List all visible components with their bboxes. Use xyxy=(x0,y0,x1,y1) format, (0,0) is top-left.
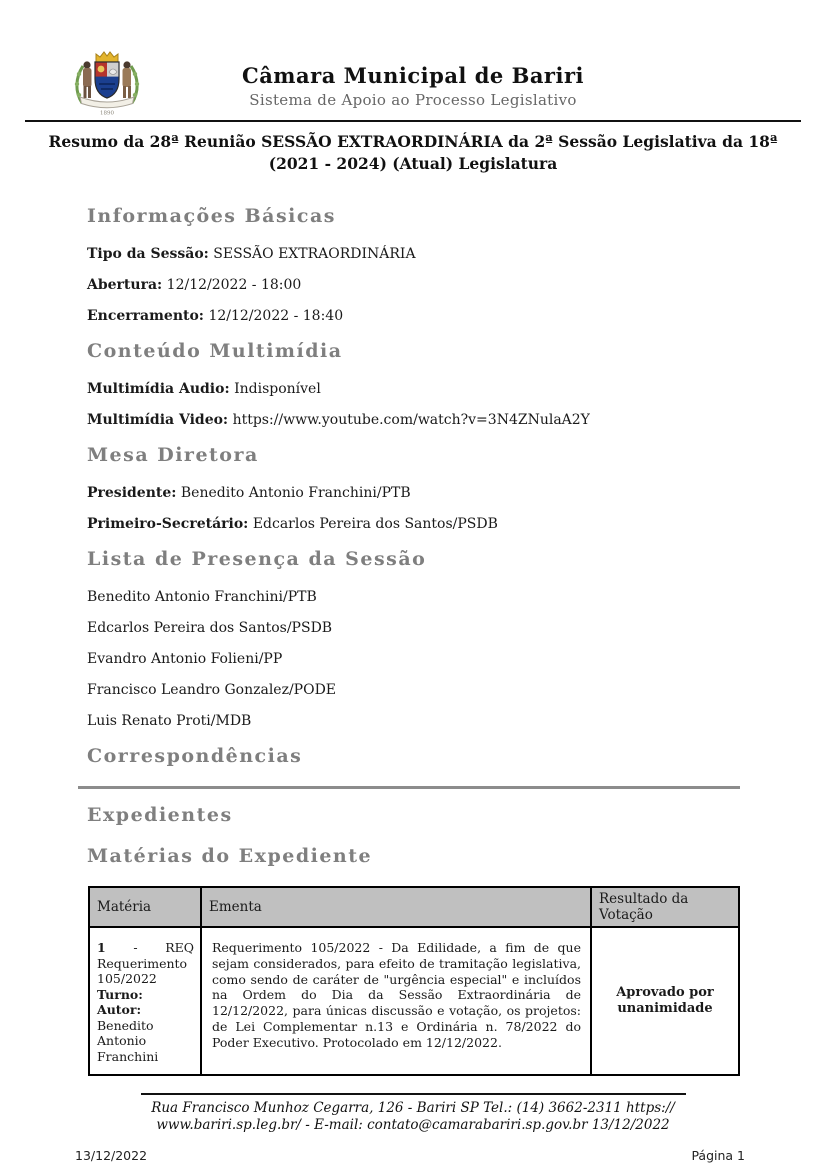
materia-turno xyxy=(97,987,194,1003)
turno-label: Turno: xyxy=(97,986,143,1002)
field-value: Benedito Antonio Franchini/PTB xyxy=(180,485,411,501)
field-label: Primeiro-Secretário: xyxy=(87,516,249,532)
field-label: Encerramento: xyxy=(87,308,204,324)
header-titles xyxy=(0,63,826,109)
video-url: https://www.youtube.com/watch?v=3N4ZNulaA2Y xyxy=(232,412,590,428)
header-divider xyxy=(25,120,801,122)
section-heading-lista-presenca: Lista de Presença da Sessão xyxy=(87,548,427,570)
field-multimidia-video xyxy=(87,412,740,429)
page-title-line2: (2021 - 2024) (Atual) Legislatura xyxy=(268,154,558,173)
section-heading-mesa-diretora: Mesa Diretora xyxy=(87,444,259,466)
field-value: 12/12/2022 - 18:00 xyxy=(166,277,302,293)
materia-number: 1 xyxy=(97,940,106,955)
materia-id xyxy=(97,940,194,987)
field-tipo-sessao xyxy=(87,246,740,263)
materias-table xyxy=(88,886,740,1076)
section-divider xyxy=(78,786,740,789)
field-label: Presidente: xyxy=(87,485,177,501)
field-label: Multimídia Audio: xyxy=(87,381,230,397)
section-heading-expedientes: Expedientes xyxy=(87,804,233,826)
ementa-text: Requerimento 105/2022 - Da Edilidade, a fim de que sejam considerados, para efeito de tramitação legislativa, como sendo de caráter de "urgência especial" e incluídos na Ordem do Dia da Sessão Extraordinária de 12/12/2022, para únicas discussão e votação, os projetos: de Lei Complementar n.13 e Ordinária n. 78/2022 do Poder Executivo. Protocolado em 12/12/2022. xyxy=(212,940,581,1050)
field-encerramento xyxy=(87,308,740,325)
column-header-materia: Matéria xyxy=(89,887,201,927)
section-heading-materias-expediente: Matérias do Expediente xyxy=(87,845,373,867)
field-value: 12/12/2022 - 18:40 xyxy=(208,308,344,324)
field-value: Edcarlos Pereira dos Santos/PSDB xyxy=(252,516,498,532)
materia-autor xyxy=(97,1002,194,1064)
footer-divider xyxy=(141,1093,686,1095)
logo-year-text: 1890 xyxy=(100,110,114,116)
field-multimidia-audio xyxy=(87,381,740,398)
org-name: Câmara Municipal de Bariri xyxy=(241,63,585,88)
section-heading-conteudo-multimidia: Conteúdo Multimídia xyxy=(87,340,343,362)
column-header-resultado: Resultado da Votação xyxy=(591,887,739,927)
field-value: SESSÃO EXTRAORDINÁRIA xyxy=(213,246,416,262)
autor-label: Autor: xyxy=(97,1002,142,1017)
field-abertura xyxy=(87,277,740,294)
footer-address xyxy=(120,1100,706,1133)
list-item-member: Benedito Antonio Franchini/PTB xyxy=(87,589,317,605)
document-header xyxy=(0,0,826,120)
field-label: Abertura: xyxy=(87,277,163,293)
table-header-row xyxy=(89,887,739,927)
table-row xyxy=(89,927,739,1075)
cell-materia xyxy=(89,927,201,1075)
list-item-member: Luis Renato Proti/MDB xyxy=(87,713,252,729)
field-label: Multimídia Video: xyxy=(87,412,229,428)
materia-type: - REQ Requerimento 105/2022 xyxy=(97,940,194,986)
list-item-member: Edcarlos Pereira dos Santos/PSDB xyxy=(87,620,333,636)
footer-date: 13/12/2022 xyxy=(75,1148,148,1163)
list-item-member: Francisco Leandro Gonzalez/PODE xyxy=(87,682,337,698)
section-heading-informacoes-basicas: Informações Básicas xyxy=(87,205,336,227)
field-primeiro-secretario xyxy=(87,516,740,533)
page-footer xyxy=(0,1093,826,1163)
section-heading-correspondencias: Correspondências xyxy=(87,745,303,767)
column-header-ementa: Ementa xyxy=(201,887,591,927)
footer-address-line1: Rua Francisco Munhoz Cegarra, 126 - Bariri SP Tel.: (14) 3662-2311 https:// xyxy=(151,1100,675,1116)
document-body xyxy=(0,205,826,1076)
cell-resultado-votacao: Aprovado por unanimidade xyxy=(591,927,739,1075)
field-label: Tipo da Sessão: xyxy=(87,246,209,262)
footer-bottom xyxy=(0,1148,826,1163)
page-title-line1: Resumo da 28ª Reunião SESSÃO EXTRAORDINÁRIA da 2ª Sessão Legislativa da 18ª xyxy=(48,132,778,151)
page-title xyxy=(40,131,786,175)
system-name: Sistema de Apoio ao Processo Legislativo xyxy=(249,91,577,109)
footer-page-number: Página 1 xyxy=(691,1148,745,1163)
footer-address-line2: www.bariri.sp.leg.br/ - E-mail: contato@camarabariri.sp.gov.br 13/12/2022 xyxy=(156,1116,670,1133)
cell-ementa xyxy=(201,927,591,1075)
autor-value: Benedito Antonio Franchini xyxy=(97,1017,159,1064)
list-item-member: Evandro Antonio Folieni/PP xyxy=(87,651,283,667)
field-value: Indisponível xyxy=(234,381,321,397)
field-presidente xyxy=(87,485,740,502)
